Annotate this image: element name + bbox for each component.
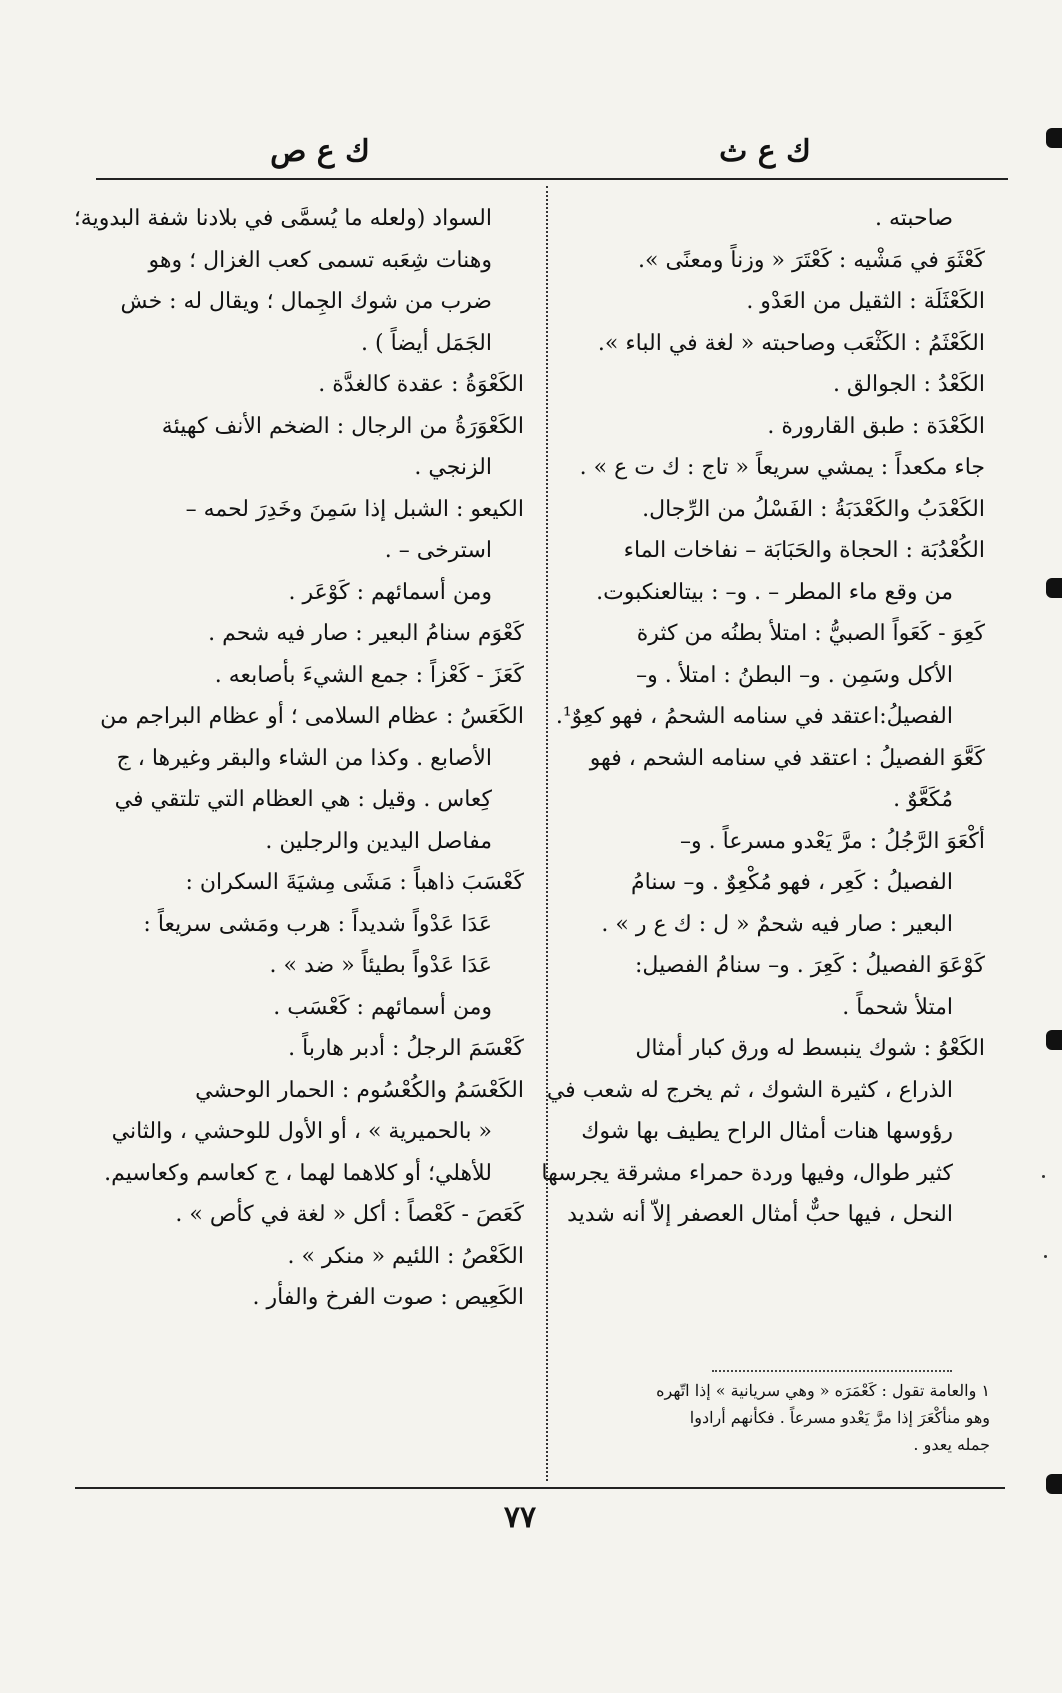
entry-line: ومن أسمائهم : كَعْسَب . [273,994,492,1020]
entry-line: كَعْسَبَ ذاهباً : مَشَى مِشيَةَ السكران : [185,870,524,895]
entry-line: جاء مكعداً : يمشي سريعاً « تاج : ك ت ع » . [579,455,985,480]
entry-line: الكَعْدُ : الجوالق . [832,372,985,397]
entry-line: كَعِوَ - كَعَواً الصبيُّ : امتلأ بطنُه من كثرة [636,621,985,646]
entry-line: الكَعَسُ : عظام السلامى ؛ أو عظام البراجم من [100,704,524,729]
left-column [73,198,524,1319]
entry-line: كَعَزَ - كَعْزاً : جمع الشيءَ بأصابعه . [214,662,524,688]
header-root-right: ك ع ث [719,134,811,169]
margin-mark [1046,128,1062,148]
entry-line: كَعَّوَ الفصيلُ : اعتقد في سنامه الشحم ، فهو [589,745,985,771]
entry-line: أكْعَوَ الرَّجُلُ : مرَّ يَعْدو مسرعاً . و– [680,828,985,854]
scan-speck [1044,1255,1047,1258]
entry-line: كَعْسَمَ الرجلُ : أدبر هارباً . [288,1036,524,1061]
entry-line: الجَمَل أيضاً ) . [361,330,492,356]
entry-line: كثير طوال، وفيها وردة حمراء مشرقة يجرسها [541,1160,953,1186]
entry-line: الكَعِيص : صوت الفرخ والفأر . [252,1285,524,1310]
entry-line: الكَعْصُ : اللئيم « منكر » . [287,1243,524,1269]
entry-line: صاحبته . [874,206,953,231]
entry-line: « بالحميرية » ، أو الأول للوحشي ، والثاني [111,1119,492,1144]
footnote-line: ١ والعامة تقول : كَعْمَرَه « وهي سريانية » إذا اتّهره [656,1381,990,1400]
entry-line: الزنجي . [414,455,492,480]
column-divider [546,186,548,1481]
entry-line: الكُعْدُبَة : الحجاة والحَبَابَة – نفاخات الماء [623,538,985,563]
entry-line: ومن أسمائهم : كَوْعَر . [288,579,492,605]
entry-line: الكَعْوُ : شوك ينبسط له ورق كبار أمثال [635,1036,985,1061]
entry-line: امتلأ شحماً . [842,994,953,1020]
entry-line: الفصيلُ : كَعِر ، فهو مُكْعِوٌ . و– سنامُ [631,870,953,895]
entry-line: الذراع ، كثيرة الشوك ، ثم يخرج له شعب في [546,1077,953,1103]
header-root-left: ك ع ص [270,134,370,169]
entry-line: عَدَا عَدْواً شديداً : هرب ومَشى سريعاً : [143,911,492,937]
entry-line: مفاصل اليدين والرجلين . [265,828,492,854]
entry-line: النحل ، فيها حبٌّ أمثال العصفر إلاّ أنه شديد [567,1202,953,1227]
entry-line: من وقع ماء المطر – . و– : بيتالعنكبوت. [596,579,953,605]
entry-line: ضرب من شوك الجِمال ؛ ويقال له : خش [120,289,492,314]
bottom-rule [75,1487,1005,1489]
entry-line: الكَعْثَمُ : الكَثْعَب وصاحبته « لغة في الباء ». [597,330,985,356]
entry-line: كِعاس . وقيل : هي العظام التي تلتقي في [114,787,492,812]
entry-line: الكَعْوَةُ : عقدة كالغدَّة . [318,372,524,397]
entry-line: الكَعْوَرَةُ من الرجال : الضخم الأنف كهيئة [161,413,524,439]
entry-line: وهنات شِعَبه تسمى كعب الغزال ؛ وهو [148,247,492,273]
entry-line: مُكَعَّوٌ . [893,787,953,812]
entry-line: للأهلي؛ أو كلاهما لهما ، ج كعاسم وكعاسيم. [104,1160,492,1186]
margin-mark [1046,578,1062,598]
entry-line: السواد (ولعله ما يُسمَّى في بلادنا شفة البدوية؛ [73,206,492,231]
entry-line: كَعَصَ - كَعْصاً : أكل « لغة في كأص » . [175,1202,524,1227]
page-number: ٧٧ [503,1500,537,1535]
margin-mark [1046,1030,1062,1050]
entry-line: الأكل وسَمِن . و– البطنُ : امتلأ . و– [636,662,953,688]
footnote-line: جمله يعدو . [913,1435,990,1454]
entry-line: عَدَا عَدْواً بطيئاً « ضد » . [269,953,492,978]
entry-line: الأصابع . وكذا من الشاء والبقر وغيرها ، ج [116,745,492,771]
entry-line: رؤوسها هنات أمثال الراح يطيف بها شوك [581,1119,953,1144]
entry-line: الكَعْثَلَة : الثقيل من العَدْو . [746,289,985,314]
entry-line: الكيعو : الشبل إذا سَمِنَ وخَدِرَ لحمه – [185,496,524,522]
top-rule [96,178,1008,180]
scan-speck [1042,1175,1045,1178]
right-column [541,198,985,1236]
entry-line: كَعْوَم سنامُ البعير : صار فيه شحم . [208,621,524,646]
entry-line: كَعْثَوَ في مَشْيه : كَعْتَرَ « وزناً ومعنًى ». [638,247,985,273]
entry-line: الكَعْدَة : طبق القارورة . [767,413,985,439]
entry-line: الكَعْدَبُ والكَعْدَبَةُ : الفَسْلُ من الرِّجال. [642,496,985,522]
footnote-line: وهو منأكْعَرَ إذا مرَّ يَعْدو مسرعاً . فكأنهم أرادوا [689,1408,990,1427]
entry-line: الكَعْسَمُ والكُعْسُوم : الحمار الوحشي [195,1077,524,1103]
entry-line: استرخى – . [384,538,492,563]
entry-line: البعير : صار فيه شحمٌ « ل : ك ع ر » . [601,911,953,937]
footnote-separator [712,1370,952,1372]
entry-line: كَوْعَوَ الفصيلُ : كَعِرَ . و– سنامُ الفصيل: [635,953,985,978]
entry-line: الفصيلُ:اعتقد في سنامه الشحمُ ، فهو كعِوٌ¹. [555,704,953,729]
footnote [560,1377,990,1458]
margin-mark [1046,1474,1062,1494]
